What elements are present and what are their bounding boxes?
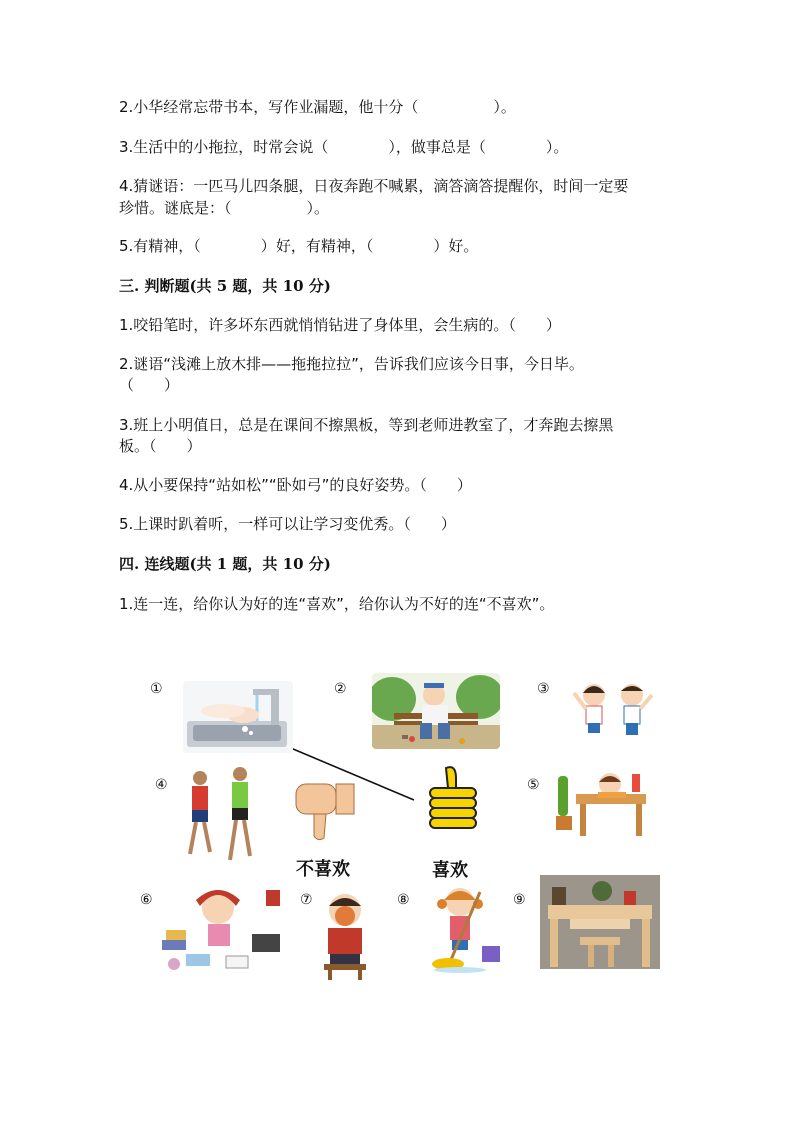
item-number-4: ④ xyxy=(155,777,168,793)
question-4-1: 1.连一连，给你认为好的连“喜欢”，给你认为不好的连“不喜欢”。 xyxy=(119,595,555,613)
question-3-3-line1: 3.班上小明值日，总是在课间不擦黑板，等到老师进教室了，才奔跑去擦黑 xyxy=(119,416,614,434)
item-number-6: ⑥ xyxy=(140,892,153,908)
boy-eating-picture xyxy=(316,888,374,982)
sleeping-at-desk-picture xyxy=(554,766,650,840)
question-2-3: 3.生活中的小拖拉，时常会说（ ），做事总是（ ）。 xyxy=(119,138,569,156)
item-number-2: ② xyxy=(334,681,347,697)
question-3-4: 4.从小要保持“站如松”“卧如弓”的良好姿势。（ ） xyxy=(119,476,472,494)
greeting-kids-picture xyxy=(566,679,660,741)
question-3-5: 5.上课时趴着听，一样可以让学习变优秀。（ ） xyxy=(119,515,456,533)
section-3-title: 三. 判断题(共 5 题，共 10 分) xyxy=(119,277,331,295)
dislike-label: 不喜欢 xyxy=(296,859,350,880)
littering-man-picture xyxy=(372,673,500,749)
item-number-7: ⑦ xyxy=(300,892,313,908)
question-2-4-line2: 珍惜。谜底是：（ ）。 xyxy=(119,199,330,217)
question-2-5: 5.有精神，（ ）好，有精神，（ ）好。 xyxy=(119,237,479,255)
washing-hands-picture xyxy=(183,681,293,753)
running-people-picture xyxy=(180,764,262,868)
section-4-title: 四. 连线题(共 1 题，共 10 分) xyxy=(119,555,331,573)
question-3-2-line1: 2.谜语“浅滩上放木排——拖拖拉拉”，告诉我们应该今日事，今日毕。 xyxy=(119,355,584,373)
item-number-1: ① xyxy=(150,681,163,697)
like-label: 喜欢 xyxy=(432,860,468,881)
girl-mopping-picture xyxy=(420,882,506,974)
question-2-2: 2.小华经常忘带书本，写作业漏题，他十分（ ）。 xyxy=(119,98,516,116)
messy-room-picture xyxy=(156,880,294,974)
question-2-4-line1: 4.猜谜语：一匹马儿四条腿，日夜奔跑不喊累，滴答滴答提醒你，时间一定要 xyxy=(119,177,629,195)
question-3-1: 1.咬铅笔时，许多坏东西就悄悄钻进了身体里，会生病的。（ ） xyxy=(119,316,561,334)
question-3-2-line2: （ ） xyxy=(119,376,180,394)
thumbs-down-icon xyxy=(292,780,358,842)
item-number-8: ⑧ xyxy=(397,892,410,908)
wooden-desk-picture xyxy=(540,875,660,969)
thumbs-up-icon xyxy=(420,764,486,836)
item-number-9: ⑨ xyxy=(513,892,526,908)
item-number-3: ③ xyxy=(537,681,550,697)
item-number-5: ⑤ xyxy=(527,777,540,793)
question-3-3-line2: 板。（ ） xyxy=(119,437,202,455)
